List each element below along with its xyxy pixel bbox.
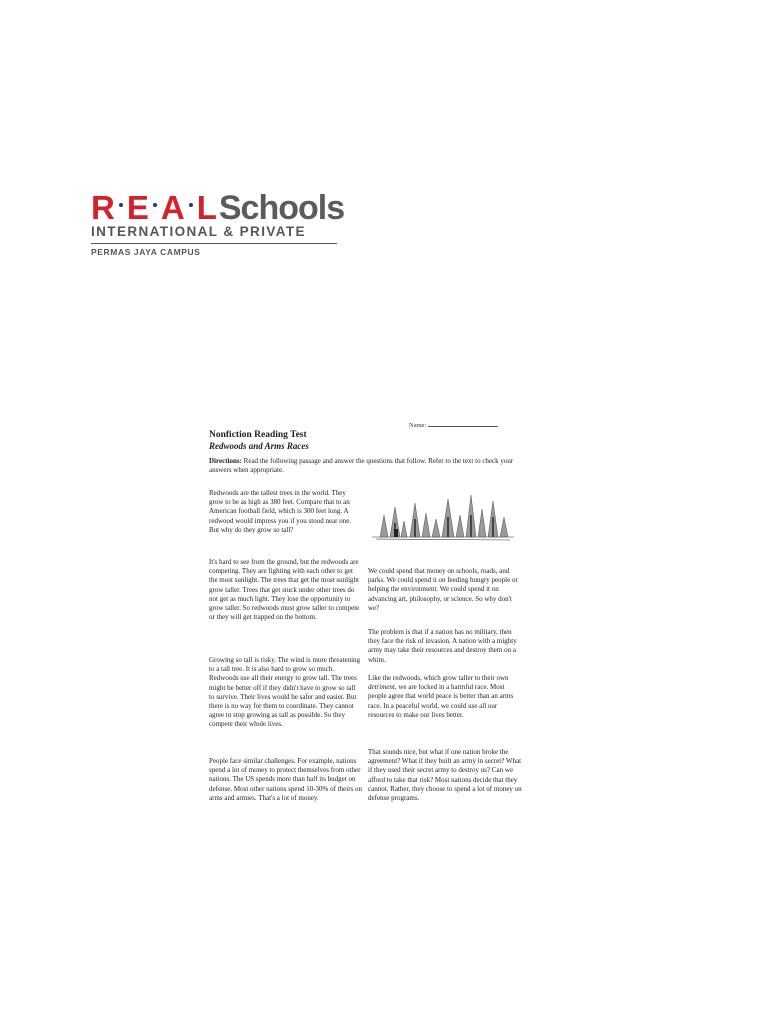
paragraph-2: It's hard to see from the ground, but the redwoods are competing. They are fighting with each other to get the most sunlight. The trees that get the most sunlight grow taller. Trees that get stuck under other trees do not get as much light. They lose the opportunity to grow taller. So redwoods must grow taller to compete or they will get trapped on the bottom. — [209, 558, 360, 622]
school-logo — [91, 188, 345, 257]
name-label: Name: — [409, 422, 427, 429]
directions-text: Read the following passage and answer the questions that follow. Refer to the text to check your answers when appropriate. — [209, 457, 514, 474]
logo-tagline: INTERNATIONAL & PRIVATE — [91, 224, 306, 239]
worksheet-subtitle: Redwoods and Arms Races — [209, 441, 309, 451]
paragraph-4: People face similar challenges. For example, nations spend a lot of money to protect themselves from other nations. The US spends more than half its budget on defense. Most other nations spend 10-30% of theirs on arms and armies. That's a lot of money. — [209, 757, 362, 802]
redwood-trees-illustration — [370, 485, 516, 543]
paragraph-5: We could spend that money on schools, roads, and parks. We could spend it on feeding hungry people or helping the environment. We could spend it on advancing art, philosophy, or science. So why don't we? — [368, 567, 518, 612]
logo-dot — [119, 203, 123, 207]
paragraph-3: Growing so tall is risky. The wind is more threatening to a tall tree. It is also hard to grow so much. Redwoods use all their energy to grow tall. The trees might be better off if they didn't have to grow so tall to survive. Their lives would be safer and easier. But there is no way for them to coordinate. They cannot agree to stop growing as tall as possible. So they compete their whole lives. — [209, 656, 361, 729]
logo-brand: Schools — [218, 189, 345, 227]
logo-letter-l: L — [196, 189, 217, 226]
directions-label: Directions: — [209, 457, 242, 465]
paragraph-6: The problem is that if a nation has no military, then they face the risk of invasion. A nation with a mighty army may take their resources and destroy them on a whim. — [368, 628, 517, 664]
paragraph-8: That sounds nice, but what if one nation broke the agreement? What if they built an army in secret? What if they used their secret army to destroy us? Can we afford to take that risk? Most nations decide that they cannot. Rather, they choose to spend a lot of money on defense programs. — [368, 748, 522, 803]
logo-dot — [189, 203, 193, 207]
worksheet-title: Nonfiction Reading Test — [209, 430, 307, 440]
paragraph-7-start: Like the redwoods, which grow taller to their own — [368, 674, 509, 682]
directions — [209, 457, 521, 474]
logo-divider — [91, 243, 337, 244]
reading-worksheet — [208, 418, 526, 828]
logo-letter-a: A — [160, 189, 185, 226]
logo-wordmark — [91, 188, 345, 228]
paragraph-1: Redwoods are the tallest trees in the world. They grow to be as high as 380 feet. Compare that to an American football field, which is 300 feet long. A redwood would impress you if you stood near one. But why do they grow so tall? — [209, 489, 352, 534]
paragraph-7 — [368, 674, 523, 720]
name-blank-line — [428, 426, 498, 427]
logo-dot — [153, 203, 157, 207]
logo-letter-e: E — [126, 189, 149, 226]
name-field — [409, 422, 498, 429]
paragraph-7-end: , we are locked in a harmful race. Most people agree that world peace is better than an arms race. In a peaceful world, we could use all our resources to make our lives better. — [368, 683, 514, 719]
logo-campus: PERMAS JAYA CAMPUS — [91, 247, 201, 257]
paragraph-7-emphasis: detriment — [368, 683, 395, 692]
logo-letter-r: R — [91, 189, 115, 226]
